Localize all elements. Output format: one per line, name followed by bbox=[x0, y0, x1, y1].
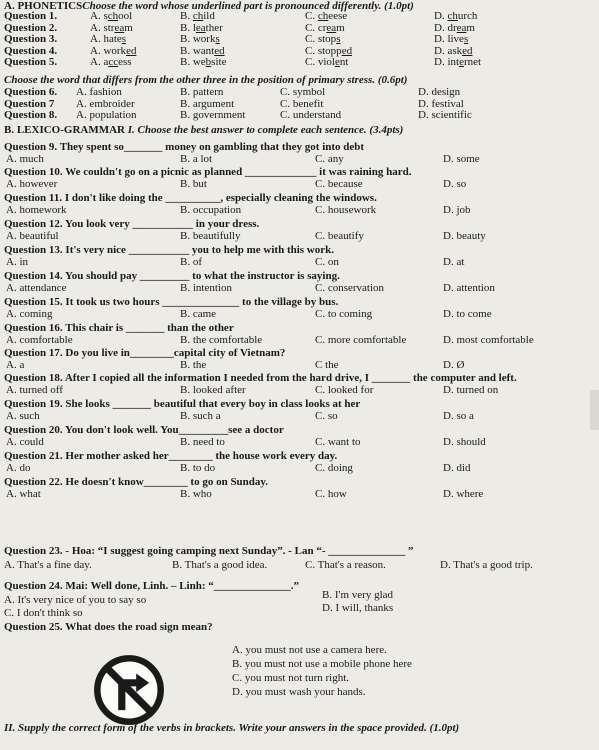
stress-option-c: C. understand bbox=[280, 109, 342, 121]
underlined-part: s bbox=[215, 33, 220, 45]
stress-option-b: B. pattern bbox=[180, 86, 224, 98]
phonetics-option-d bbox=[434, 22, 475, 34]
option-text: B. want bbox=[180, 44, 215, 57]
q25-option-b: B. you must not use a mobile phone here bbox=[232, 658, 412, 670]
option-text: C. bbox=[305, 10, 318, 22]
phonetics-option-d bbox=[434, 56, 481, 68]
question-stem: Question 11. I don't like doing the __________, especially cleaning the windows. bbox=[4, 192, 377, 204]
underlined-part: ch bbox=[192, 10, 204, 22]
stress-question-number: Question 7 bbox=[4, 97, 55, 110]
stress-option-b: B. argument bbox=[180, 97, 235, 110]
answer-option-c: C. so bbox=[315, 410, 338, 422]
answer-option-d: D. did bbox=[443, 462, 471, 474]
option-text: A. s bbox=[90, 10, 108, 22]
answer-option-b: B. intention bbox=[180, 282, 232, 294]
q24-option-a: A. It's very nice of you to say so bbox=[4, 594, 147, 606]
option-text: ild bbox=[203, 10, 215, 22]
stress-option-d: D. scientific bbox=[418, 109, 472, 121]
page-fold-edge bbox=[590, 390, 599, 430]
answer-option-b: B. a lot bbox=[180, 153, 213, 165]
answer-option-a: A. homework bbox=[6, 204, 67, 216]
answer-option-a: A. coming bbox=[6, 308, 53, 320]
underlined-part: ch bbox=[447, 10, 458, 22]
stress-option-d: D. design bbox=[418, 86, 461, 98]
answer-option-d: D. beauty bbox=[443, 230, 486, 242]
phonetics-option-a bbox=[90, 10, 132, 22]
option-text: A. hate bbox=[90, 33, 122, 45]
option-text: B. work bbox=[180, 33, 216, 45]
answer-option-d: D. Ø bbox=[443, 359, 465, 371]
option-text: site bbox=[211, 56, 227, 68]
answer-option-b: B. to do bbox=[180, 462, 216, 474]
phonetics-option-d bbox=[434, 33, 468, 45]
question-stem: Question 21. Her mother asked her________ the house work every day. bbox=[4, 450, 338, 462]
phonetics-option-b bbox=[180, 56, 226, 68]
q24-option-d: D. I will, thanks bbox=[322, 602, 394, 614]
phonetics-option-b bbox=[180, 33, 220, 45]
answer-option-a: A. such bbox=[6, 410, 40, 422]
answer-option-a: A. in bbox=[6, 256, 28, 268]
answer-option-b: B. came bbox=[180, 308, 217, 320]
option-text: m bbox=[336, 21, 345, 34]
q25-option-d: D. you must wash your hands. bbox=[232, 686, 366, 698]
phonetics-option-c bbox=[305, 45, 352, 57]
answer-option-d: D. should bbox=[443, 436, 486, 448]
answer-option-c: C. how bbox=[315, 488, 347, 500]
question-stem: Question 19. She looks _______ beautiful that every boy in class looks at her bbox=[4, 398, 361, 410]
stress-option-a: A. fashion bbox=[76, 86, 122, 98]
section-a-title: A. PHONETICS bbox=[4, 0, 83, 12]
option-text: A. a bbox=[90, 56, 109, 68]
option-text: D. bbox=[434, 10, 448, 22]
option-text: D. live bbox=[434, 33, 464, 45]
option-text: ther bbox=[205, 21, 223, 34]
question-stem: Question 14. You should pay _________ to what the instructor is saying. bbox=[4, 270, 340, 282]
phonetics-option-b bbox=[180, 22, 223, 34]
answer-option-d: D. to come bbox=[443, 308, 492, 320]
answer-option-d: D. where bbox=[443, 488, 484, 500]
option-text: C. stop bbox=[305, 33, 337, 45]
q23-option-a: A. That's a fine day. bbox=[4, 559, 92, 571]
q25-option-a: A. you must not use a camera here. bbox=[232, 644, 387, 656]
phonetics-option-d bbox=[434, 10, 477, 22]
option-text: ool bbox=[118, 10, 133, 22]
underlined-part: e bbox=[459, 56, 464, 68]
phonetics-option-a bbox=[90, 45, 136, 57]
question-stem: Question 22. He doesn't know________ to go on Sunday. bbox=[4, 476, 269, 488]
answer-option-b: B. such a bbox=[180, 410, 221, 422]
stress-question-number: Question 8. bbox=[4, 109, 58, 121]
option-text: m bbox=[124, 21, 133, 34]
answer-option-c: C. doing bbox=[315, 462, 353, 474]
answer-option-a: A. much bbox=[6, 153, 44, 165]
stress-option-a: A. embroider bbox=[76, 97, 135, 110]
option-text: eese bbox=[328, 10, 348, 22]
answer-option-b: B. occupation bbox=[180, 204, 242, 216]
question-stem: Question 13. It's very nice ___________ you to help me with this work. bbox=[4, 244, 334, 256]
answer-option-c: C. conservation bbox=[315, 282, 385, 294]
answer-option-d: D. job bbox=[443, 204, 471, 216]
phonetics-option-a bbox=[90, 33, 126, 45]
answer-option-a: A. a bbox=[6, 359, 25, 371]
answer-option-c: C. to coming bbox=[315, 308, 373, 320]
phonetics-question-number: Question 3. bbox=[4, 33, 58, 45]
answer-option-b: B. of bbox=[180, 256, 202, 268]
option-text: A. work bbox=[90, 44, 127, 57]
answer-option-b: B. looked after bbox=[180, 384, 246, 396]
stress-option-a: A. population bbox=[76, 109, 137, 121]
answer-option-d: D. turned on bbox=[443, 384, 499, 396]
option-text: ess bbox=[118, 56, 132, 68]
question-stem: Question 12. You look very ___________ in your dress. bbox=[4, 218, 260, 230]
question-stem: Question 10. We couldn't go on a picnic as planned _____________ it was raining hard. bbox=[4, 166, 412, 178]
underlined-part: ea bbox=[326, 21, 337, 34]
section-b-instruction: I. Choose the best answer to complete each sentence. (3.4pts) bbox=[127, 124, 404, 136]
answer-option-c: C the bbox=[315, 359, 339, 371]
answer-option-c: C. looked for bbox=[315, 384, 374, 396]
underlined-part: ea bbox=[114, 21, 125, 34]
question-stem: Question 17. Do you live in________capital city of Vietnam? bbox=[4, 347, 286, 359]
answer-option-d: D. so bbox=[443, 178, 467, 190]
option-text: B. l bbox=[180, 21, 196, 34]
phonetics-option-b bbox=[180, 10, 215, 22]
answer-option-d: D. most comfortable bbox=[443, 334, 534, 346]
stress-question-number: Question 6. bbox=[4, 86, 58, 98]
stress-option-c: C. benefit bbox=[280, 97, 324, 110]
q24-option-b: B. I'm very glad bbox=[322, 589, 394, 601]
option-text: D. ask bbox=[434, 44, 463, 57]
answer-option-c: C. any bbox=[315, 153, 344, 165]
q25-stem: Question 25. What does the road sign mean? bbox=[4, 621, 213, 633]
answer-option-c: C. more comfortable bbox=[315, 334, 407, 346]
answer-option-a: A. could bbox=[6, 436, 44, 448]
answer-option-c: C. on bbox=[315, 256, 339, 268]
q24-stem: Question 24. Mai: Well done, Linh. – Linh: “______________.” bbox=[4, 580, 300, 592]
phonetics-question-number: Question 1. bbox=[4, 10, 58, 22]
phonetics-option-c bbox=[305, 10, 347, 22]
option-text: C. viol bbox=[305, 56, 335, 68]
answer-option-b: B. beautifully bbox=[180, 230, 241, 242]
section-b-header bbox=[4, 124, 403, 136]
question-stem: Question 9. They spent so_______ money on gambling that they got into debt bbox=[4, 141, 365, 153]
phonetics-option-d bbox=[434, 45, 473, 57]
option-text: D. dr bbox=[434, 21, 457, 34]
section-a-instruction: Choose the word whose underlined part is pronounced differently. (1.0pt) bbox=[82, 0, 414, 12]
answer-option-b: B. who bbox=[180, 488, 212, 500]
phonetics-option-c bbox=[305, 22, 345, 34]
answer-option-d: D. so a bbox=[443, 410, 474, 422]
underlined-part: ea bbox=[195, 21, 206, 34]
underlined-part: s bbox=[121, 33, 127, 45]
answer-option-d: D. attention bbox=[443, 282, 495, 294]
answer-option-c: C. because bbox=[315, 178, 363, 190]
underlined-part: s bbox=[463, 33, 469, 45]
answer-option-a: A. attendance bbox=[6, 282, 67, 294]
stress-option-b: B. government bbox=[180, 109, 246, 121]
question-stem: Question 16. This chair is _______ than the other bbox=[4, 322, 234, 334]
underlined-part: s bbox=[336, 33, 341, 45]
answer-option-c: C. want to bbox=[315, 436, 361, 448]
option-text: B. bbox=[180, 10, 193, 22]
option-text: urch bbox=[457, 10, 478, 22]
q23-option-d: D. That's a good trip. bbox=[440, 559, 533, 571]
q23-option-b: B. That's a good idea. bbox=[172, 559, 268, 571]
option-text: rnet bbox=[463, 56, 482, 68]
answer-option-c: C. beautify bbox=[315, 230, 364, 242]
answer-option-a: A. beautiful bbox=[6, 230, 59, 242]
option-text: D. int bbox=[434, 56, 460, 68]
option-text: A. str bbox=[90, 21, 115, 34]
q24-option-c: C. I don't think so bbox=[4, 607, 83, 619]
option-text: B. we bbox=[180, 56, 206, 68]
answer-option-d: D. some bbox=[443, 153, 480, 165]
underlined-part: ed bbox=[462, 44, 473, 57]
q23-option-c: C. That's a reason. bbox=[305, 559, 386, 571]
answer-option-a: A. turned off bbox=[6, 384, 63, 396]
option-text: C. stopp bbox=[305, 44, 342, 57]
answer-option-b: B. the comfortable bbox=[180, 334, 263, 346]
underlined-part: cc bbox=[108, 56, 119, 68]
stress-option-c: C. symbol bbox=[280, 86, 326, 98]
answer-option-b: B. but bbox=[180, 178, 207, 190]
phonetics-option-c bbox=[305, 33, 340, 45]
phonetics-question-number: Question 2. bbox=[4, 21, 58, 34]
answer-option-b: B. the bbox=[180, 359, 207, 371]
answer-option-b: B. need to bbox=[180, 436, 225, 448]
option-text: nt bbox=[339, 56, 349, 68]
question-stem: Question 20. You don't look well. You_________see a doctor bbox=[4, 424, 284, 436]
answer-option-c: C. housework bbox=[315, 204, 377, 216]
underlined-part: ch bbox=[317, 10, 329, 22]
question-stem: Question 15. It took us two hours ______________ to the village by bus. bbox=[4, 296, 339, 308]
underlined-part: e bbox=[334, 56, 340, 68]
answer-option-a: A. however bbox=[6, 178, 58, 190]
no-right-turn-sign-icon bbox=[93, 654, 165, 726]
q23-stem: Question 23. - Hoa: “I suggest going camping next Sunday”. - Lan “- ______________ ” bbox=[4, 545, 414, 557]
phonetics-question-number: Question 4. bbox=[4, 44, 58, 57]
underlined-part: ea bbox=[456, 21, 467, 34]
phonetics-option-c bbox=[305, 56, 348, 68]
phonetics-option-b bbox=[180, 45, 225, 57]
underlined-part: b bbox=[205, 56, 212, 68]
stress-option-d: D. festival bbox=[418, 97, 464, 110]
answer-option-d: D. at bbox=[443, 256, 465, 268]
underlined-part: ed bbox=[126, 44, 137, 57]
section-b-title: B. LEXICO-GRAMMAR bbox=[4, 124, 125, 136]
stress-instruction: Choose the word that differs from the other three in the position of primary stress. (0.6pt) bbox=[4, 74, 408, 86]
phonetics-option-a bbox=[90, 56, 132, 68]
answer-option-a: A. comfortable bbox=[6, 334, 73, 346]
underlined-part: ch bbox=[107, 10, 119, 22]
option-text: m bbox=[466, 21, 475, 34]
option-text: C. cr bbox=[305, 21, 327, 34]
q25-option-c: C. you must not turn right. bbox=[232, 672, 350, 684]
answer-option-a: A. do bbox=[6, 462, 31, 474]
answer-option-a: A. what bbox=[6, 488, 41, 500]
phonetics-question-number: Question 5. bbox=[4, 56, 58, 68]
section-ii-instruction: II. Supply the correct form of the verbs in brackets. Write your answers in the space provided. (1.0pt) bbox=[4, 722, 460, 734]
question-stem: Question 18. After I copied all the information I needed from the hard drive, I _______ the computer and left. bbox=[4, 372, 517, 384]
underlined-part: ed bbox=[341, 44, 353, 57]
underlined-part: ed bbox=[214, 44, 225, 57]
phonetics-option-a bbox=[90, 22, 133, 34]
